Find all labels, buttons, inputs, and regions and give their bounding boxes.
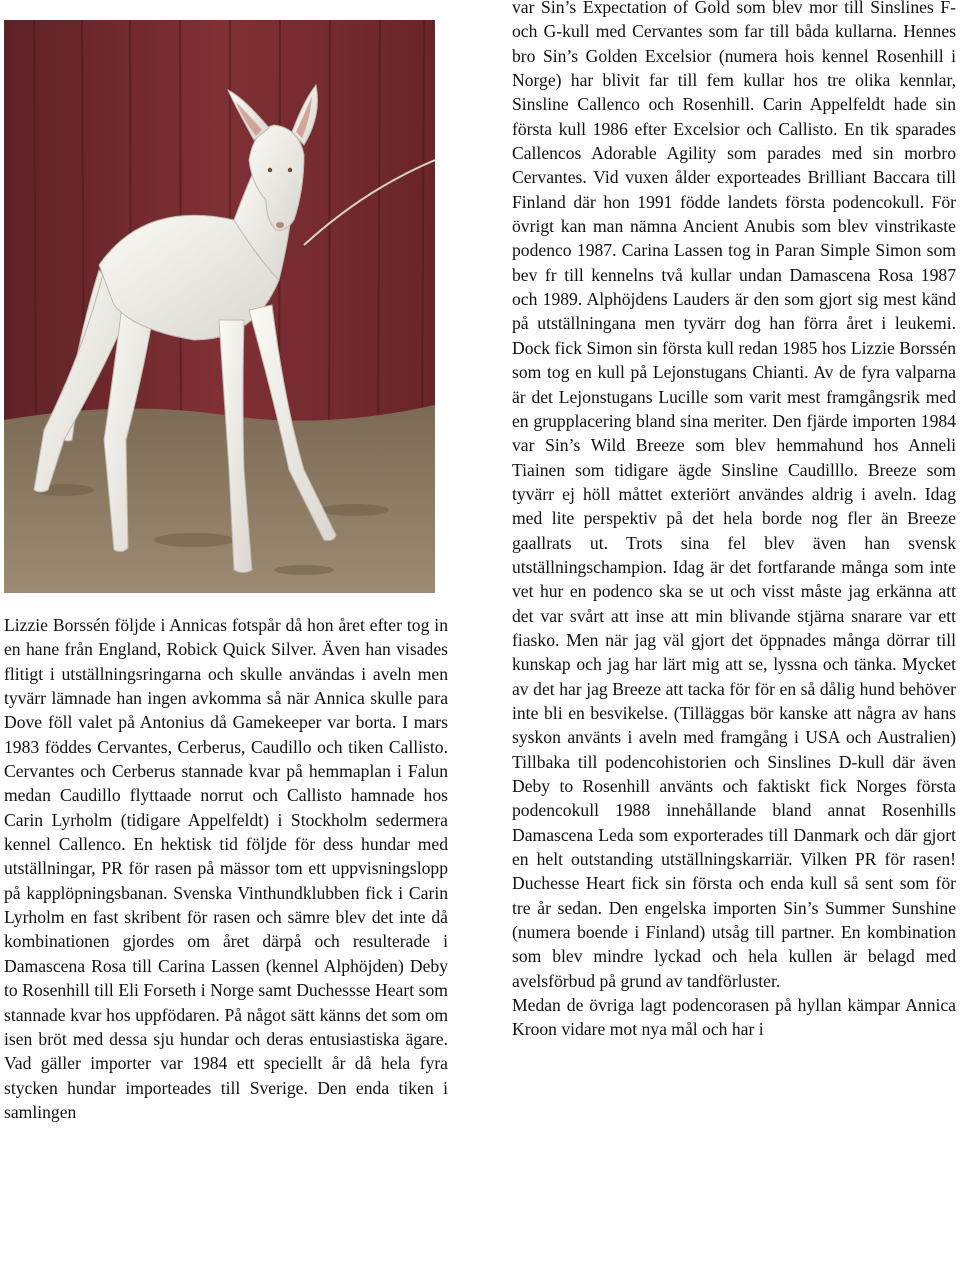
right-text-column — [512, 0, 956, 1042]
dog-photo — [4, 20, 435, 593]
podenco-dog-image — [4, 20, 435, 593]
left-text-column — [4, 613, 448, 1124]
left-column-paragraph: Lizzie Borssén följde i Annicas fotspår då hon året efter tog in en hane från England, Robick Quick Silver. Även han visades flitigt i utställningsringarna och skulle användas i aveln men tyvärr lämnade han ingen avkomma så när Annica skulle para Dove föll valet på Antonius då Gamekeeper var borta. I mars 1983 föddes Cervantes, Cerberus, Caudillo och tiken Callisto. Cervantes och Cerberus stannade kvar på hemmaplan i Falun medan Caudillo flyttaade norrut och Callisto hamnade hos Carin Lyrholm (tidigare Appelfeldt) i Stockholm sedermera kennel Callenco. En hektisk tid följde för dess hundar med utställningar, PR för rasen på mässor tom ett uppvisningslopp på kapplöpningsbanan. Svenska Vinthundklubben fick i Carin Lyrholm en fast skribent för rasen och sämre blev det inte då kombinationen gjordes om året därpå och resulterade i Damascena Rosa till Carina Lassen (kennel Alphöjden) Deby to Rosenhill till Eli Forseth i Norge samt Duchessse Heart som stannade kvar hos uppfödaren. På något sätt känns det som om isen bröt med dessa sju hundar och deras entusiastiska ägare. Vad gäller importer var 1984 ett speciellt år då hela fyra stycken hundar importeades till Sverige. Den enda tiken i samlingen — [4, 615, 448, 1122]
right-column-paragraph-2: Medan de övriga lagt podencorasen på hyllan kämpar Annica Kroon vidare mot nya mål och har i — [512, 995, 956, 1040]
right-column-paragraph-1: var Sin’s Expectation of Gold som blev mor till Sinslines F- och G-kull med Cervantes som far till båda kullarna. Hennes bro Sin’s Golden Excelsior (numera hois kennel Rosenhill i Norge) har blivit far till fem kullar hos tre olika kennlar, Sinsline Callenco och Rosenhill. Carin Appelfeldt hade sin första kull 1986 efter Excelsior och Callisto. En tik sparades Callencos Adorable Agility som parades med sin morbro Cervantes. Vid vuxen ålder exporteades Brilliant Baccara till Finland där hon 1991 födde landets första podencokull. För övrigt kan man nämna Ancient Anubis som blev vinstrikaste podenco 1987. Carina Lassen tog in Paran Simple Simon som bev fr till kennelns två kullar undan Damascena Rosa 1987 och 1989. Alphöjdens Lauders är den som gjort sig mest känd på utställningana men tyvärr dog han förra året i leukemi. Dock fick Simon sin första kull redan 1985 hos Lizzie Borssén som tog en kull på Lejonstugans Chianti. Av de fyra valparna är det Lejonstugans Lucille som varit mest framgångsrik med en grupplacering bland sina meriter. Den fjärde importen 1984 var Sin’s Wild Breeze som blev hemmahund hos Anneli Tiainen som tidigare ägde Sinsline Caudilllo. Breeze som tyvärr ej höll måttet exteriört användes aldrig i aveln. Idag med lite perspektiv på det hela borde nog fler än Breeze gaallrats ut. Trots sina fel blev även han svensk utställningschampion. Idag är det fortfarande många som inte vet hur en podenco ska se ut och visst måste jag erkänna att det var svårt att inse att min blivande stjärna snarare var ett fiasko. Men när jag väl gjort det öppnades många dörrar till kunskap och jag har lärt mig att se, lyssna och tänka. Mycket av det har jag Breeze att tacka för för en så dålig hund behöver inte bli en besvikelse. (Tilläggas bör kanske att några av hans syskon använts i aveln med framgång i USA och Australien) Tillbaka till podencohistorien och Sinslines D-kull där även Deby to Rosenhill använts och faktiskt fick Norges första podencokull 1988 innehållande bland annat Rosenhills Damascena Leda som exporterades till Danmark och där gjort en helt outstanding utställningskarriär. Vilken PR för rasen! Duchesse Heart fick sin första och enda kull så sent som för tre år sedan. Den engelska importen Sin’s Summer Sunshine (numera boende i Finland) utsåg till partner. En kombination som blev mindre lyckad och hela kullen är belagd med avelsförbud på grund av tandförluster. — [512, 0, 956, 991]
